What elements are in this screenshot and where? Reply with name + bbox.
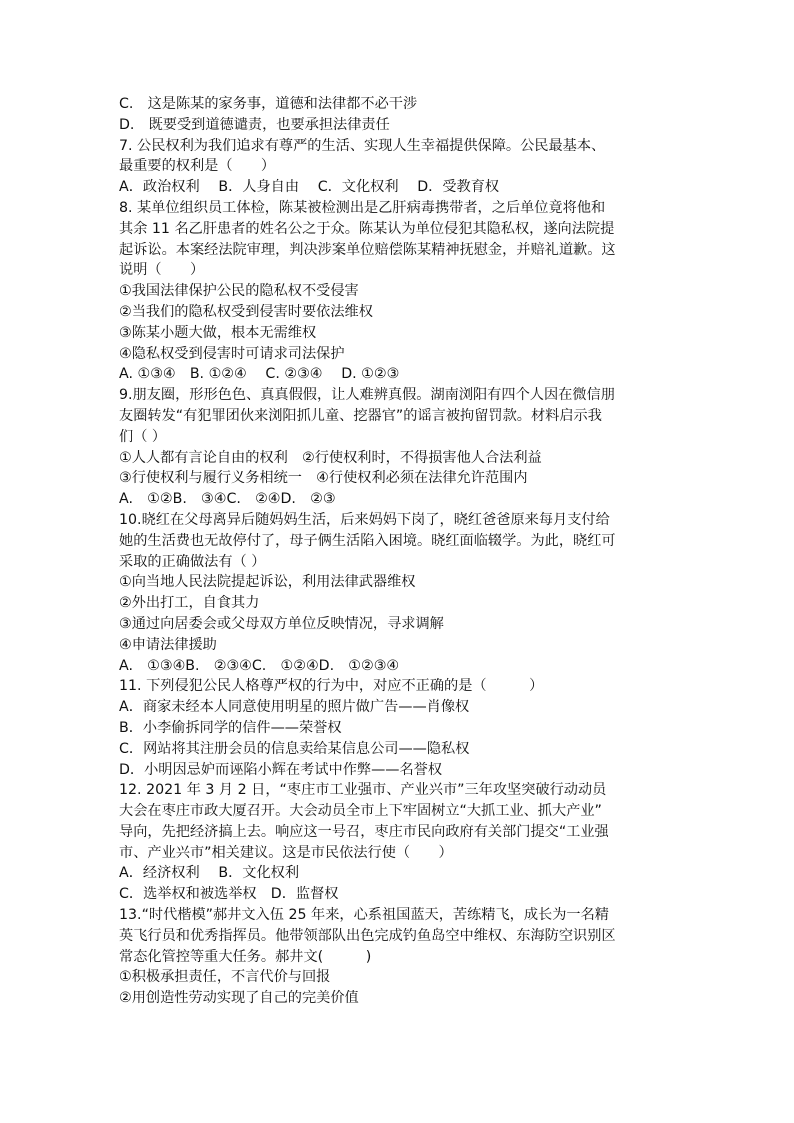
question-10-stem: 采取的正确做法有（ ） bbox=[119, 553, 266, 570]
question-8-stem: 说明（ ） bbox=[119, 262, 205, 279]
question-8-stem: 其余 11 名乙肝患者的姓名公之于众。陈某认为单位侵犯其隐私权，遂向法院提 bbox=[119, 220, 615, 237]
question-11-option: B．小李偷拆同学的信件——荣誉权 bbox=[119, 719, 342, 736]
question-12-options: C．选举权和被选举权 D．监督权 bbox=[119, 886, 339, 903]
question-8-options: A. ①③④ B. ①②④ C. ②③④ D. ①②③ bbox=[119, 366, 400, 383]
question-12-stem: 12. 2021 年 3 月 2 日，“枣庄市工业强市、产业兴市”三年攻坚突破行动动员 bbox=[119, 782, 607, 799]
question-11-option: A．商家未经本人同意使用明星的照片做广告——肖像权 bbox=[119, 699, 470, 716]
question-13-statement: ②用创造性劳动实现了自己的完美价值 bbox=[119, 990, 359, 1007]
question-13-stem: 13.“时代楷模”郝井文入伍 25 年来，心系祖国蓝天，苦练精飞，成长为一名精 bbox=[119, 907, 609, 924]
question-13-stem: 常态化管控等重大任务。郝井文( ) bbox=[119, 948, 372, 965]
question-7-stem: 最重要的权利是（ ） bbox=[119, 158, 276, 175]
question-11-option: D．小明因忌妒而诬陷小辉在考试中作弊——名誉权 bbox=[119, 761, 443, 778]
question-8-stem: 起诉讼。本案经法院审理，判决涉案单位赔偿陈某精神抚慰金，并赔礼道歉。这 bbox=[119, 241, 616, 258]
question-12-options: A．经济权利 B．文化权利 bbox=[119, 865, 300, 882]
question-10-statement: ①向当地人民法院提起诉讼，利用法律武器维权 bbox=[119, 574, 416, 591]
question-9-options: A. ①②B. ③④C. ②④D. ②③ bbox=[119, 491, 336, 508]
question-10-stem: 10.晓红在父母离异后随妈妈生活，后来妈妈下岗了，晓红爸爸原来每月支付给 bbox=[119, 511, 610, 528]
document-page bbox=[119, 94, 679, 1009]
question-13-statement: ①积极承担责任，不言代价与回报 bbox=[119, 969, 331, 986]
question-10-statement: ③通过向居委会或父母双方单位反映情况，寻求调解 bbox=[119, 615, 444, 632]
question-11-option: C．网站将其注册会员的信息卖给某信息公司——隐私权 bbox=[119, 740, 470, 757]
question-9-stem: 们（ ） bbox=[119, 428, 167, 445]
question-9-stem: 9.朋友圈，形形色色、真真假假，让人难辨真假。湖南浏阳有四个人因在微信朋 bbox=[119, 387, 615, 404]
question-9-statement: ③行使权利与履行义务相统一 ④行使权利必须在法律允许范围内 bbox=[119, 470, 528, 487]
question-10-stem: 她的生活费也无故停付了，母子俩生活陷入困境。晓红面临辍学。为此，晓红可 bbox=[119, 532, 616, 549]
question-8-statement: ①我国法律保护公民的隐私权不受侵害 bbox=[119, 283, 359, 300]
question-8-statement: ④隐私权受到侵害时可请求司法保护 bbox=[119, 345, 345, 362]
text-line: C. 这是陈某的家务事，道德和法律都不必干涉 bbox=[119, 96, 418, 112]
question-12-stem: 市、产业兴市”相关建议。这是市民依法行使（ ） bbox=[119, 844, 453, 861]
question-8-statement: ②当我们的隐私权受到侵害时要依法维权 bbox=[119, 303, 373, 320]
question-9-stem: 友圈转发“有犯罪团伙来浏阳抓儿童、挖器官”的谣言被拘留罚款。材料启示我 bbox=[119, 407, 602, 424]
question-10-statement: ④申请法律援助 bbox=[119, 636, 217, 653]
question-13-stem: 英飞行员和优秀指挥员。他带领部队出色完成钓鱼岛空中维权、东海防空识别区 bbox=[119, 927, 616, 944]
text-line: D. 既要受到道德谴责，也要承担法律责任 bbox=[119, 116, 390, 133]
question-12-stem: 导向，先把经济搞上去。响应这一号召，枣庄市民向政府有关部门提交“工业强 bbox=[119, 823, 609, 840]
question-8-statement: ③陈某小题大做，根本无需维权 bbox=[119, 324, 317, 341]
question-11-stem: 11. 下列侵犯公民人格尊严权的行为中，对应不正确的是（ ） bbox=[119, 678, 544, 695]
question-7-stem: 7. 公民权利为我们追求有尊严的生活、实现人生幸福提供保障。公民最基本、 bbox=[119, 137, 606, 154]
question-10-statement: ②外出打工，自食其力 bbox=[119, 595, 260, 612]
question-12-stem: 大会在枣庄市政大厦召开。大会动员全市上下牢固树立“大抓工业、抓大产业” bbox=[119, 803, 602, 820]
question-7-options: A．政治权利 B．人身自由 C．文化权利 D．受教育权 bbox=[119, 179, 500, 196]
question-10-options: A. ①③④B. ②③④C. ①②④D. ①②③④ bbox=[119, 657, 400, 674]
question-8-stem: 8. 某单位组织员工体检，陈某被检测出是乙肝病毒携带者，之后单位竟将他和 bbox=[119, 199, 606, 216]
question-9-statement: ①人人都有言论自由的权利 ②行使权利时，不得损害他人合法利益 bbox=[119, 449, 542, 466]
